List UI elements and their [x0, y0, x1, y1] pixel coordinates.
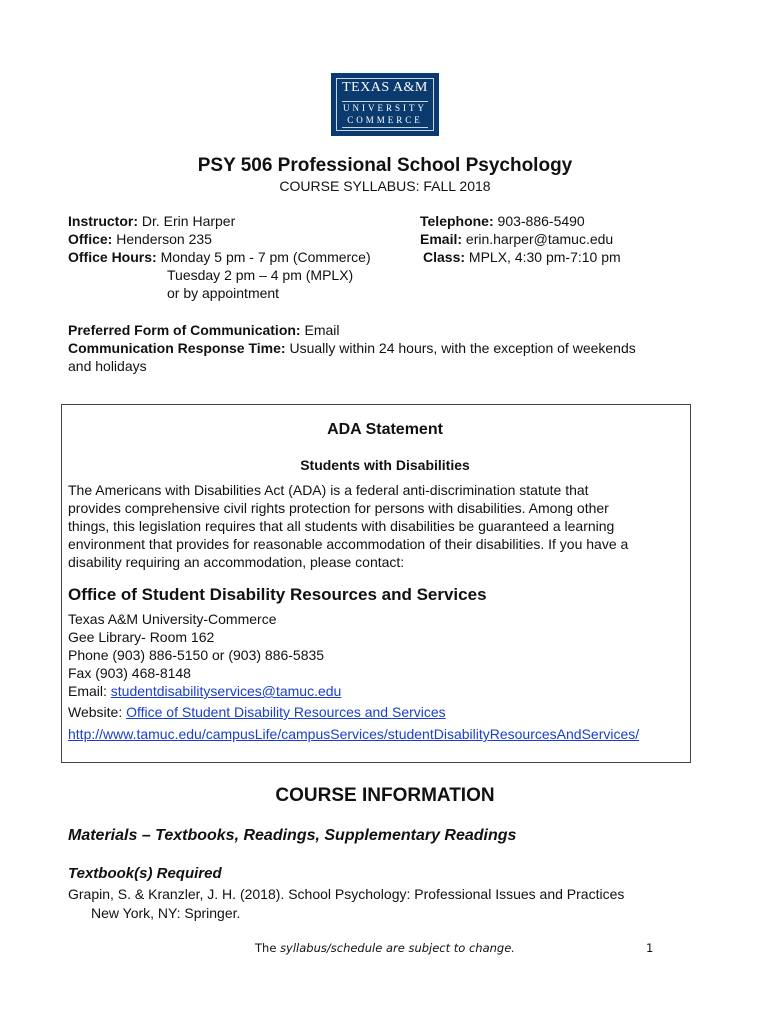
- ada-title: ADA Statement: [327, 421, 443, 438]
- response-time-label: Communication Response Time:: [68, 340, 286, 356]
- class-label: Class:: [423, 249, 466, 265]
- ada-paragraph-line: environment that provides for reasonable accommodation of their disabilities. If you have a: [68, 536, 629, 552]
- office-label: Office:: [68, 231, 113, 247]
- instructor-line: [68, 212, 235, 230]
- office-website-line: [68, 703, 446, 721]
- office-fax-line: Fax (903) 468-8148: [68, 665, 191, 681]
- office-phone-line: Phone (903) 886-5150 or (903) 886-5835: [68, 647, 325, 663]
- office-hours-label: Office Hours:: [68, 249, 157, 265]
- ada-paragraph-line: disability requiring an accommodation, please contact:: [68, 554, 405, 570]
- ada-paragraph-line: things, this legislation requires that all students with disabilities be guaranteed a learning: [68, 518, 615, 534]
- logo-line-1: TEXAS A&M: [342, 80, 428, 95]
- office-website-link[interactable]: Office of Student Disability Resources and Services: [126, 704, 446, 720]
- preferred-communication-label: Preferred Form of Communication:: [68, 322, 301, 338]
- office-email-line: [68, 682, 341, 700]
- footer-note-text: The syllabus/schedule are subject to change.: [255, 941, 515, 955]
- preferred-communication-value: Email: [300, 322, 340, 338]
- response-time-line: [68, 339, 636, 357]
- ada-paragraph-line: provides comprehensive civil rights protection for persons with disabilities. Among other: [68, 500, 609, 516]
- office-url-link[interactable]: http://www.tamuc.edu/campusLife/campusServices/studentDisabilityResourcesAndServices/: [68, 726, 640, 742]
- office-email-label: Email:: [68, 683, 111, 699]
- class-value: MPLX, 4:30 pm-7:10 pm: [465, 249, 621, 265]
- office-address-line: Texas A&M University-Commerce: [68, 611, 277, 627]
- instructor-value: Dr. Erin Harper: [138, 213, 236, 229]
- office-hours-line: [68, 248, 371, 266]
- logo-line-2: UNIVERSITY: [343, 103, 427, 113]
- materials-heading: Materials – Textbooks, Readings, Supplementary Readings: [68, 827, 517, 844]
- office-value: Henderson 235: [112, 231, 212, 247]
- telephone-value: 903-886-5490: [493, 213, 585, 229]
- footer-note: [0, 941, 770, 955]
- textbook-heading: Textbook(s) Required: [68, 865, 222, 882]
- telephone-line: [420, 212, 585, 230]
- email-label: Email:: [420, 231, 463, 247]
- office-hours-value: Monday 5 pm - 7 pm (Commerce): [156, 249, 371, 265]
- ada-paragraph-line: The Americans with Disabilities Act (ADA) is a federal anti-discrimination statute that: [68, 482, 589, 498]
- disability-office-heading: Office of Student Disability Resources and Services: [68, 585, 487, 604]
- office-line: [68, 230, 212, 248]
- logo-line-3: COMMERCE: [347, 115, 423, 125]
- office-address-line: Gee Library- Room 162: [68, 629, 215, 645]
- response-time-value: Usually within 24 hours, with the exception of weekends: [285, 340, 636, 356]
- university-logo: [331, 73, 439, 136]
- page-title: PSY 506 Professional School Psychology: [197, 155, 573, 176]
- textbook-citation-line-2: New York, NY: Springer.: [91, 905, 241, 921]
- class-line: [423, 248, 621, 266]
- course-information-heading: COURSE INFORMATION: [275, 785, 495, 806]
- office-website-label: Website:: [68, 704, 127, 720]
- email-value: erin.harper@tamuc.edu: [462, 231, 614, 247]
- response-time-line-2: and holidays: [68, 358, 147, 374]
- office-hours-line-2: Tuesday 2 pm – 4 pm (MPLX): [167, 267, 354, 283]
- office-hours-line-3: or by appointment: [167, 285, 280, 301]
- instructor-label: Instructor:: [68, 213, 138, 229]
- preferred-communication-line: [68, 321, 340, 339]
- office-email-link[interactable]: studentdisabilityservices@tamuc.edu: [110, 683, 342, 699]
- telephone-label: Telephone:: [420, 213, 494, 229]
- email-line: [420, 230, 613, 248]
- page-subtitle: COURSE SYLLABUS: FALL 2018: [279, 178, 491, 194]
- ada-subtitle: Students with Disabilities: [300, 457, 470, 473]
- page-number: 1: [646, 941, 654, 955]
- textbook-citation-line: Grapin, S. & Kranzler, J. H. (2018). School Psychology: Professional Issues and Practices: [68, 886, 625, 902]
